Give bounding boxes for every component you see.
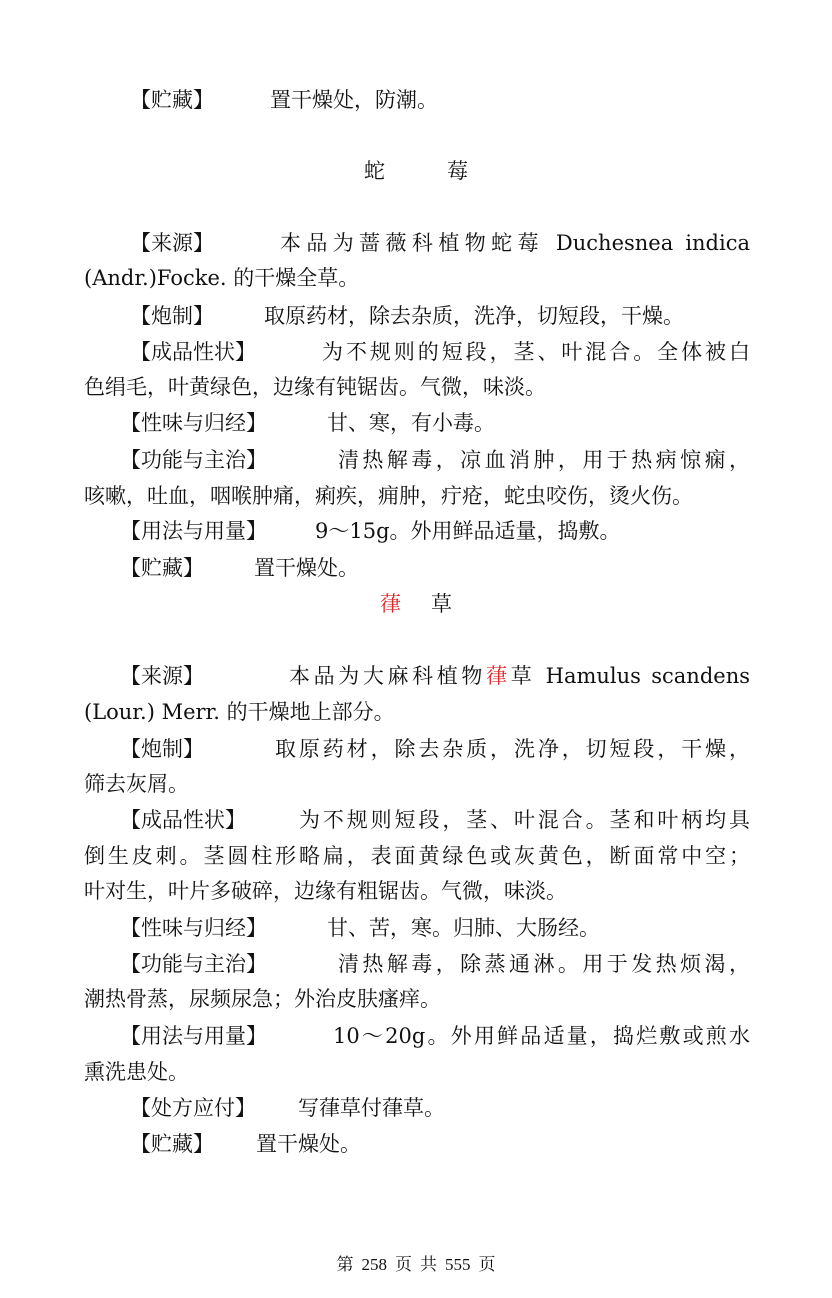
- processing-text-continued: 筛去灰屑。: [84, 772, 189, 796]
- usage-text: 10～20g。外用鲜品适量，捣烂敷或煎水: [333, 1024, 750, 1048]
- function-line: [120, 445, 267, 475]
- source-label: 【来源】: [120, 664, 204, 688]
- prescription-text: 写葎草付葎草。: [298, 1096, 445, 1120]
- footer-word: 页: [478, 1255, 496, 1274]
- usage-text-continued: 熏洗患处。: [84, 1060, 189, 1084]
- usage-text: 9～15g。外用鲜品适量，捣敷。: [315, 519, 621, 543]
- nature-label: 【性味与归经】: [120, 411, 267, 435]
- processing-line: [130, 301, 684, 331]
- processing-text: 取原药材，除去杂质，洗净，切短段，干燥，: [275, 737, 750, 761]
- page-number: 258: [361, 1255, 387, 1274]
- nature-line: [120, 913, 600, 943]
- storage-label: 【贮藏】: [130, 88, 214, 112]
- appearance-line: [120, 805, 246, 835]
- function-text: 清热解毒，除蒸通淋。用于发热烦渴，: [338, 952, 750, 976]
- source-text-c: 草 Hamulus scandens: [510, 664, 750, 688]
- storage-text: 置干燥处，防潮。: [270, 88, 438, 112]
- entry-title-lvcao: [0, 589, 832, 619]
- function-text-continued: 咳嗽，吐血，咽喉肿痛，痢疾，痈肿，疔疮，蛇虫咬伤，烫火伤。: [84, 484, 693, 508]
- source-text-1: 本品为蔷薇科植物蛇莓 Duchesnea indica: [280, 231, 750, 255]
- function-label: 【功能与主治】: [120, 448, 267, 472]
- processing-label: 【炮制】: [130, 304, 214, 328]
- nature-line: [120, 408, 495, 438]
- usage-label: 【用法与用量】: [120, 1024, 267, 1048]
- title-char-highlight: 葎: [380, 592, 401, 616]
- usage-line: [120, 516, 621, 546]
- page-footer: [0, 1253, 832, 1277]
- function-label: 【功能与主治】: [120, 952, 267, 976]
- title-char: 草: [431, 592, 452, 616]
- source-text: [280, 228, 750, 258]
- total-pages: 555: [445, 1255, 471, 1274]
- source-text-a: 本品为大麻科植物: [289, 664, 487, 688]
- processing-label: 【炮制】: [120, 737, 204, 761]
- storage-text: 置干燥处。: [256, 1132, 361, 1156]
- nature-text: 甘、寒，有小毒。: [327, 411, 495, 435]
- appearance-label: 【成品性状】: [130, 340, 256, 364]
- appearance-text-2: 倒生皮刺。茎圆柱形略扁，表面黄绿色或灰黄色，断面常中空；: [84, 844, 750, 868]
- function-line: [120, 949, 267, 979]
- entry-title-shemei: [0, 156, 832, 186]
- processing-line: [120, 734, 204, 764]
- appearance-label: 【成品性状】: [120, 808, 246, 832]
- appearance-text-3: 叶对生，叶片多破碎，边缘有粗锯齿。气微，味淡。: [84, 879, 567, 903]
- source-label: 【来源】: [130, 231, 214, 255]
- prescription-line: [130, 1093, 445, 1123]
- storage-label: 【贮藏】: [120, 556, 204, 580]
- source-line: [120, 661, 204, 691]
- storage-label: 【贮藏】: [130, 1132, 214, 1156]
- function-text: 清热解毒，凉血消肿，用于热病惊痫，: [338, 448, 750, 472]
- appearance-line: [130, 337, 256, 367]
- source-line: [130, 228, 214, 258]
- storage-text: 置干燥处。: [254, 556, 359, 580]
- footer-word: 共: [420, 1255, 437, 1274]
- function-text-continued: 潮热骨蒸，尿频尿急；外治皮肤瘙痒。: [84, 987, 441, 1011]
- source-text-highlight: 葎: [486, 664, 511, 688]
- footer-word: 第: [336, 1255, 354, 1274]
- title-char: 莓: [447, 159, 468, 183]
- source-text-continued: (Andr.)Focke. 的干燥全草。: [84, 266, 360, 290]
- title-char: 蛇: [364, 159, 385, 183]
- footer-word: 页: [395, 1255, 412, 1274]
- appearance-text: 为不规则短段，茎、叶混合。茎和叶柄均具: [299, 808, 750, 832]
- top-storage-line: [130, 85, 438, 115]
- source-text-continued: (Lour.) Merr. 的干燥地上部分。: [84, 700, 395, 724]
- nature-label: 【性味与归经】: [120, 916, 267, 940]
- storage-line: [120, 553, 359, 583]
- storage-line: [130, 1129, 361, 1159]
- usage-line: [120, 1021, 267, 1051]
- appearance-text-continued: 色绢毛，叶黄绿色，边缘有钝锯齿。气微，味淡。: [84, 375, 546, 399]
- nature-text: 甘、苦，寒。归肺、大肠经。: [327, 916, 600, 940]
- source-text: [289, 661, 750, 691]
- prescription-label: 【处方应付】: [130, 1096, 256, 1120]
- usage-label: 【用法与用量】: [120, 519, 267, 543]
- processing-text: 取原药材，除去杂质，洗净，切短段，干燥。: [264, 304, 684, 328]
- appearance-text: 为不规则的短段，茎、叶混合。全体被白: [322, 340, 750, 364]
